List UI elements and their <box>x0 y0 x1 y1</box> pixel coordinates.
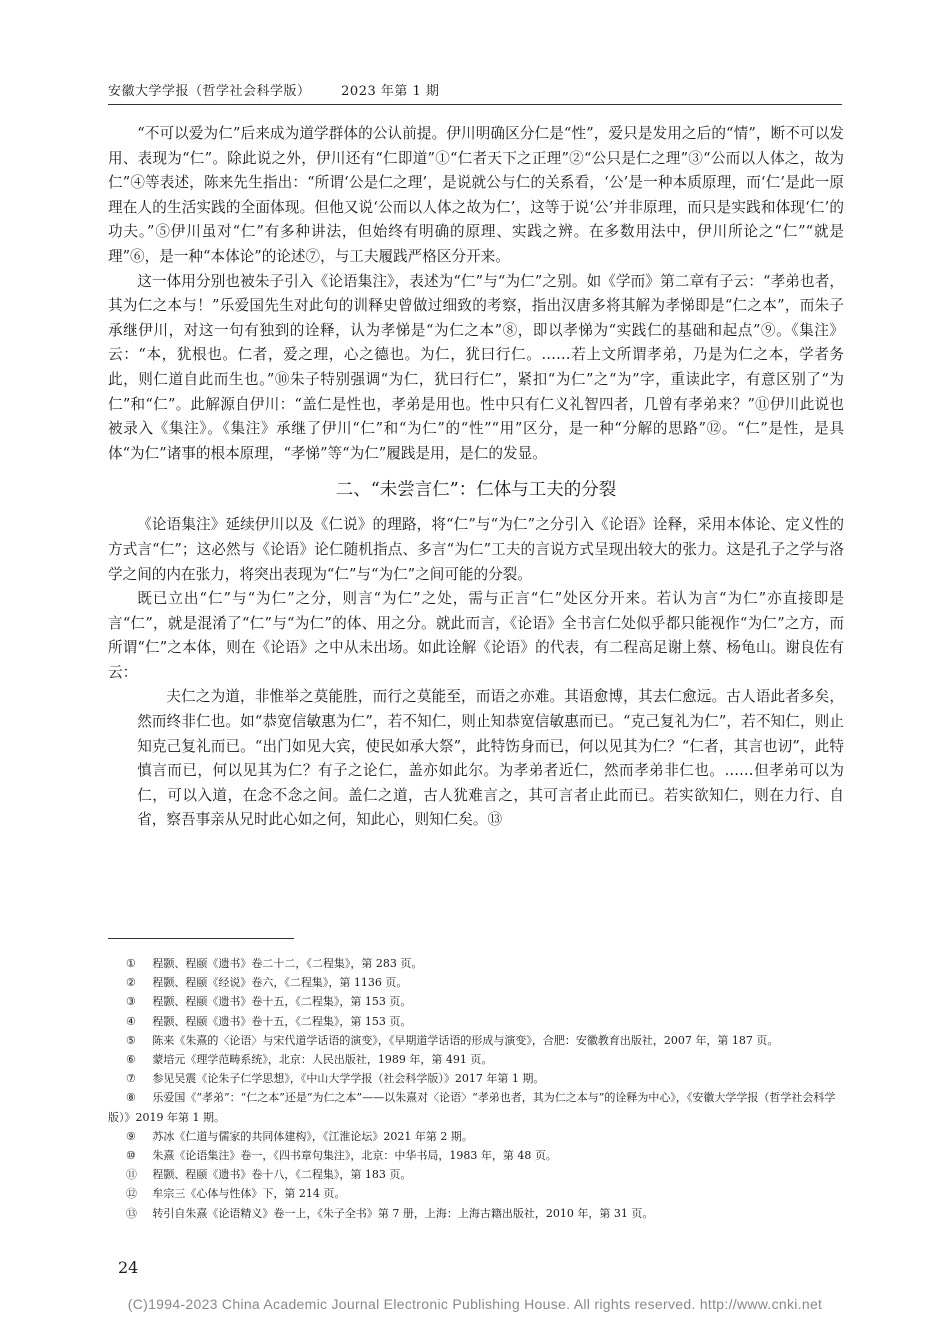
footnote-mark: ④ <box>126 1014 136 1028</box>
copyright-watermark: (C)1994-2023 China Academic Journal Electronic Publishing House. All rights reserved. http://www.cnki.net <box>127 1296 823 1312</box>
footnote-mark: ① <box>126 957 136 970</box>
footnote <box>108 1050 844 1069</box>
footnote-mark: ⑫ <box>126 1187 137 1201</box>
footnote-text: 陈来《朱熹的〈论语〉与宋代道学话语的演变》，《早期道学话语的形成与演变》，合肥：安徽教育出版社，2007 年，第 187 页。 <box>152 1033 779 1047</box>
footnote-rule <box>108 938 294 939</box>
footnote-mark: ⑬ <box>126 1206 137 1220</box>
footnote <box>108 1204 844 1223</box>
footnote-mark: ⑨ <box>126 1129 136 1143</box>
footnote-mark: ③ <box>126 995 136 1009</box>
block-quote: 夫仁之为道，非惟举之莫能胜，而行之莫能至，而语之亦难。其语愈博，其去仁愈远。古人语此者多矣，然而终非仁也。如“恭宽信敏惠为仁”，若不知仁，则止知恭宽信敏惠而已。“克己复礼为仁”，若不知仁，则止知克己复礼而已。“出门如见大宾，使民如承大祭”，此特饬身而已，何以见其为仁？“仁者，其言也讱”，此特慎言而已，何以见其为仁？有子之论仁，盖亦如此尔。为孝弟者近仁，然而孝弟非仁也。……但孝弟可以为仁，可以入道，在念不念之间。盖仁之道，古人犹难言之，其可言者止此而已。若实欲知仁，则在力行、自省，察吾事亲从兄时此心如之何，知此心，则知仁矣。⑬ <box>137 688 844 829</box>
footnote-text: 参见吴震《论朱子仁学思想》，《中山大学学报（社会科学版）》2017 年第 1 期。 <box>152 1072 545 1086</box>
footnote <box>108 1146 844 1165</box>
paragraph: 既已立出“仁”与“为仁”之分，则言“为仁”之处，需与正言“仁”处区分开来。若认为言“为仁”亦直接即是言“仁”，就是混淆了“仁”与“为仁”的体、用之分。就此而言，《论语》全书言仁处似乎都只能视作“为仁”之方，而所谓“仁”之本体，则在《论语》之中从未出场。如此诠解《论语》的代表，有二程高足谢上蔡、杨龟山。谢良佐有云： <box>108 590 844 681</box>
issue-label: 2023 年第 1 期 <box>341 84 440 99</box>
footnote <box>108 1012 844 1031</box>
paragraph: “不可以爱为仁”后来成为道学群体的公认前提。伊川明确区分仁是“性”，爱只是发用之后的“情”，断不可以发用、表现为“仁”。除此说之外，伊川还有“仁即道”①“仁者天下之正理”②“公只是仁之理”③“公而以人体之，故为仁”④等表述，陈来先生指出：“所谓‘公是仁之理’，是说就公与仁的关系看，‘公’是一种本质原理，而‘仁’是此一原理在人的生活实践的全面体现。但他又说‘公而以人体之故为仁’，这等于说‘公’并非原理，而只是实践和体现‘仁’的功夫。”⑤伊川虽对“仁”有多种讲法，但始终有明确的原理、实践之辨。在多数用法中，伊川所论之“仁”“就是理”⑥，是一种“本体论”的论述⑦，与工夫履践严格区分开来。 <box>108 125 844 265</box>
journal-name: 安徽大学学报（哲学社会科学版） <box>108 84 311 99</box>
footnote <box>108 1088 844 1126</box>
body-text <box>108 122 844 833</box>
paragraph: 《论语集注》延续伊川以及《仁说》的理路，将“仁”与“为仁”之分引入《论语》诠释，采用本体论、定义性的方式言“仁”；这必然与《论语》论仁随机指点、多言“为仁”工夫的言说方式呈现出较大的张力。这是孔子之学与洛学之间的内在张力，将突出表现为“仁”与“为仁”之间可能的分裂。 <box>108 516 844 583</box>
footnote-text: 牟宗三《心体与性体》下，第 214 页。 <box>152 1187 346 1201</box>
footnote-text: 朱熹《论语集注》卷一，《四书章句集注》，北京：中华书局，1983 年，第 48 页。 <box>152 1149 557 1163</box>
footnote-text: 苏冰《仁道与儒家的共同体建构》，《江淮论坛》2021 年第 2 期。 <box>152 1129 473 1143</box>
footnote-text: 乐爱国《“孝弟”：“仁之本”还是“为仁之本”——以朱熹对〈论语〉“孝弟也者，其为仁之本与”的诠释为中心》，《安徽大学学报（哲学社会科学版）》2019 年第 1 期。 <box>108 1091 836 1124</box>
footnote <box>108 1184 844 1203</box>
footnote-mark: ⑪ <box>126 1168 137 1182</box>
footnote <box>108 1127 844 1146</box>
footnote <box>108 1069 844 1088</box>
footnote-mark: ⑥ <box>126 1053 136 1067</box>
footnote-text: 转引自朱熹《论语精义》卷一上，《朱子全书》第 7 册，上海：上海古籍出版社，2010 年，第 31 页。 <box>152 1206 654 1220</box>
footnote-text: 程颢、程颐《遗书》卷十五，《二程集》，第 153 页。 <box>152 995 412 1009</box>
footnote-text: 程颢、程颐《遗书》卷十八，《二程集》，第 183 页。 <box>152 1168 412 1182</box>
footnote-text: 程颢、程颐《经说》卷六，《二程集》，第 1136 页。 <box>152 976 408 990</box>
footnote-text: 程颢、程颐《遗书》卷十五，《二程集》，第 153 页。 <box>152 1014 412 1028</box>
footnote-text: 程颢、程颐《遗书》卷二十二，《二程集》，第 283 页。 <box>152 957 423 970</box>
running-header <box>108 80 465 99</box>
footnote <box>108 1165 844 1184</box>
footnote <box>108 992 844 1011</box>
footnote-mark: ⑤ <box>126 1033 136 1047</box>
footnote <box>108 973 844 992</box>
footnotes <box>108 938 844 1223</box>
section-title: 二、“未尝言仁”：仁体与工夫的分裂 <box>335 480 617 501</box>
page-number: 24 <box>118 1258 139 1277</box>
footnote <box>108 1031 844 1050</box>
footnote-text: 蒙培元《理学范畴系统》，北京：人民出版社，1989 年，第 491 页。 <box>152 1053 493 1067</box>
header-rule <box>108 104 842 105</box>
footnote-mark: ⑦ <box>126 1072 136 1086</box>
footnote-mark: ② <box>126 976 136 990</box>
footnote <box>108 954 844 973</box>
footnote-mark: ⑩ <box>126 1149 136 1163</box>
footnote-mark: ⑧ <box>126 1091 136 1105</box>
paragraph: 这一体用分别也被朱子引入《论语集注》，表述为“仁”与“为仁”之别。如《学而》第二章有子云：“孝弟也者，其为仁之本与！”乐爱国先生对此句的训释史曾做过细致的考察，指出汉唐多将其解为孝悌即是“仁之本”，而朱子承继伊川，对这一句有独到的诠释，认为孝悌是“为仁之本”⑧，即以孝悌为“实践仁的基础和起点”⑨。《集注》云：“本，犹根也。仁者，爱之理，心之德也。为仁，犹曰行仁。……若上文所谓孝弟，乃是为仁之本，学者务此，则仁道自此而生也。”⑩朱子特别强调“为仁，犹曰行仁”，紧扣“为仁”之“为”字，重读此字，有意区别了“为仁”和“仁”。此解源自伊川：“盖仁是性也，孝弟是用也。性中只有仁义礼智四者，几曾有孝弟来？”⑪伊川此说也被录入《集注》。《集注》承继了伊川“仁”和“为仁”的“性”“用”区分，是一种“分解的思路”⑫。“仁”是性，是具体“为仁”诸事的根本原理，“孝悌”等“为仁”履践是用，是仁的发显。 <box>108 272 844 462</box>
